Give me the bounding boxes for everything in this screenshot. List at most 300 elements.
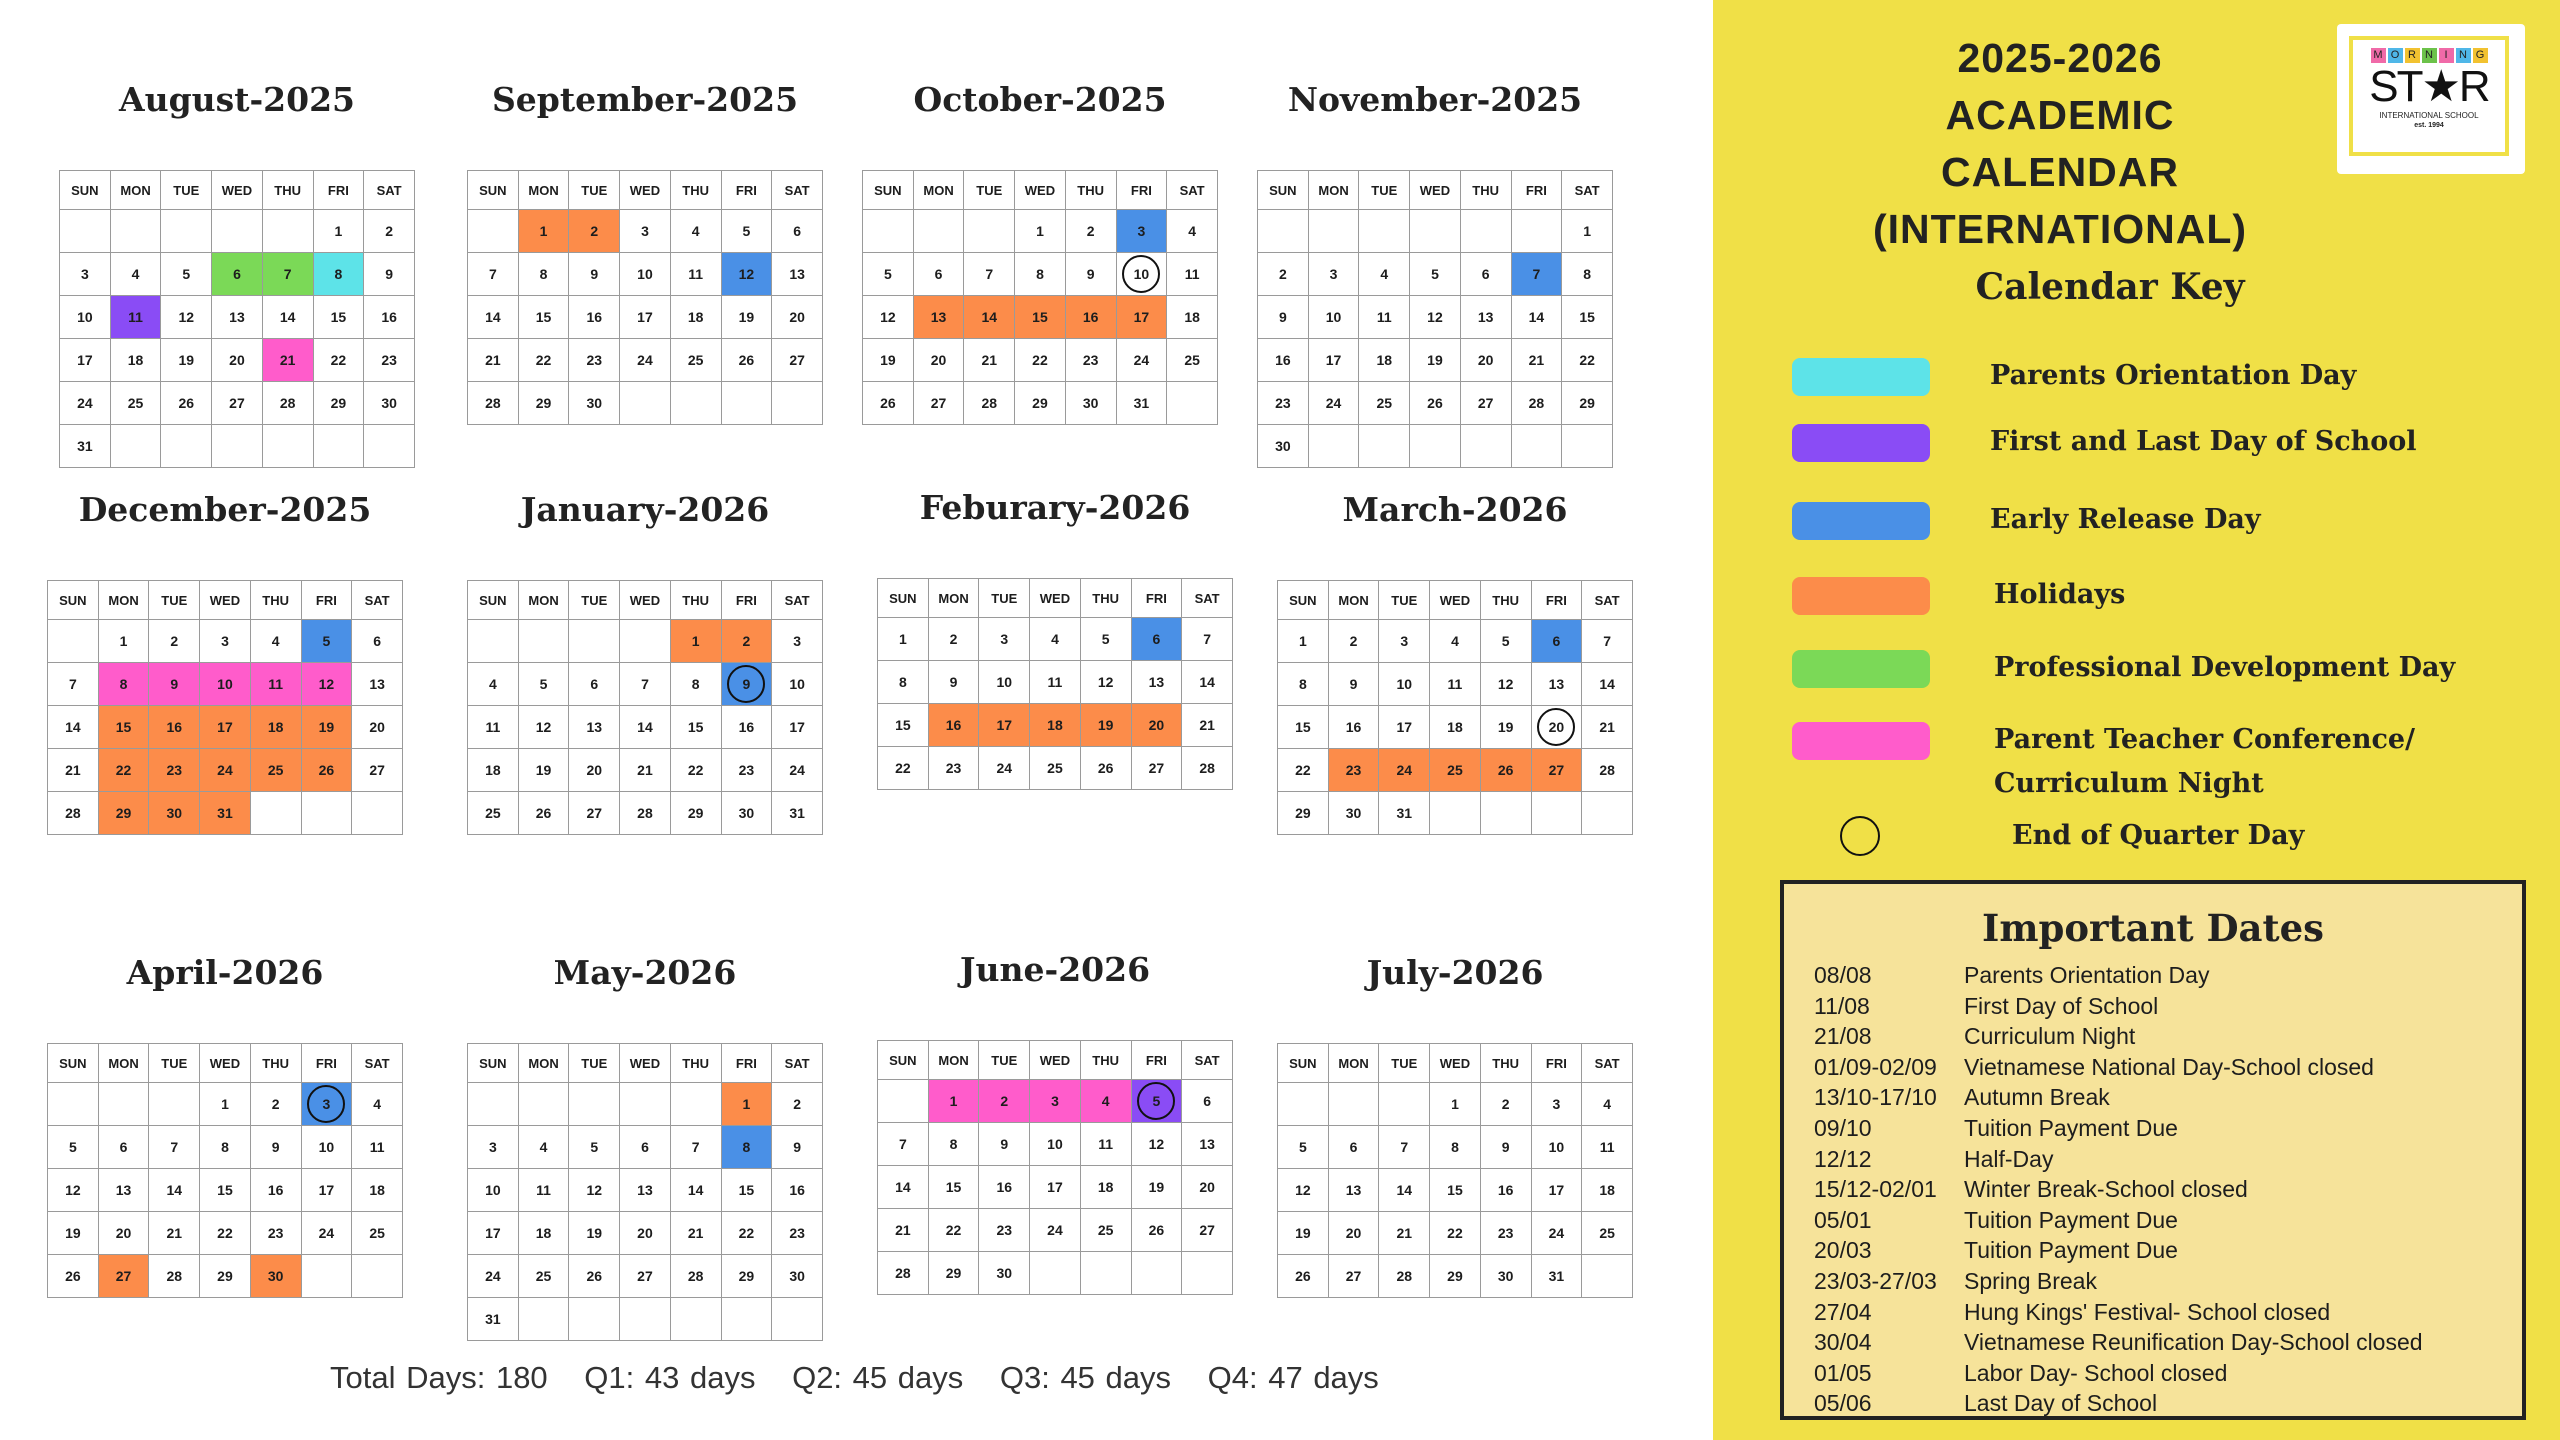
day-cell: 12: [161, 296, 212, 339]
day-cell: 10: [301, 1126, 352, 1169]
day-cell: 10: [1531, 1126, 1582, 1169]
day-cell: 10: [60, 296, 111, 339]
day-cell: 12: [721, 253, 772, 296]
weekday-header: THU: [1065, 171, 1116, 210]
weekday-header: SUN: [1278, 581, 1329, 620]
day-cell: 25: [1167, 339, 1218, 382]
day-cell: 27: [352, 749, 403, 792]
empty-cell: [1582, 1255, 1633, 1298]
empty-cell: [313, 425, 364, 468]
day-cell: 19: [1131, 1166, 1182, 1209]
empty-cell: [149, 1083, 200, 1126]
day-cell: 7: [878, 1123, 929, 1166]
title-line: CALENDAR: [1940, 149, 2180, 195]
day-cell: 22: [518, 339, 569, 382]
day-cell: 6: [1531, 620, 1582, 663]
day-cell: 11: [1080, 1123, 1131, 1166]
day-cell: 6: [620, 1126, 671, 1169]
month-grid: [467, 580, 823, 835]
day-cell: 17: [979, 704, 1030, 747]
day-cell: 2: [772, 1083, 823, 1126]
day-cell: 8: [1430, 1126, 1481, 1169]
date-value: 21/08: [1814, 1023, 1872, 1050]
day-cell: 20: [352, 706, 403, 749]
day-cell: 20: [772, 296, 823, 339]
day-cell: 10: [1030, 1123, 1081, 1166]
weekday-header: MON: [928, 579, 979, 618]
day-cell: 3: [979, 618, 1030, 661]
weekday-header: SAT: [352, 581, 403, 620]
weekday-header: WED: [620, 171, 671, 210]
day-cell: 16: [1328, 706, 1379, 749]
empty-cell: [1460, 425, 1511, 468]
weekday-header: TUE: [979, 579, 1030, 618]
day-cell: 6: [772, 210, 823, 253]
day-cell: 24: [301, 1212, 352, 1255]
day-cell: 8: [1562, 253, 1613, 296]
day-cell: 1: [313, 210, 364, 253]
day-cell: 24: [772, 749, 823, 792]
month-calendar: [1275, 480, 1635, 835]
weekday-header: THU: [1080, 1041, 1131, 1080]
month-title: March-2026: [1342, 490, 1568, 529]
day-cell: 1: [518, 210, 569, 253]
day-cell: 7: [670, 1126, 721, 1169]
key-label-text: Parents Orientation Day: [1990, 360, 2357, 391]
weekday-header: SAT: [352, 1044, 403, 1083]
day-cell: 20: [1182, 1166, 1233, 1209]
totals-line: [330, 1360, 1405, 1396]
empty-cell: [110, 210, 161, 253]
day-cell: 23: [364, 339, 415, 382]
day-cell: 9: [772, 1126, 823, 1169]
empty-cell: [878, 1080, 929, 1123]
day-cell: 3: [60, 253, 111, 296]
date-value: 01/05: [1814, 1359, 1872, 1386]
day-cell: 22: [313, 339, 364, 382]
weekday-header: WED: [620, 581, 671, 620]
empty-cell: [1379, 1083, 1430, 1126]
important-date-row: [1814, 1176, 2248, 1203]
month-calendar: [57, 70, 417, 468]
day-cell: 30: [1258, 425, 1309, 468]
empty-cell: [964, 210, 1015, 253]
day-cell: 23: [1480, 1212, 1531, 1255]
day-cell: 14: [878, 1166, 929, 1209]
month-calendar: [465, 70, 825, 425]
day-cell: 13: [1531, 663, 1582, 706]
day-cell: 8: [200, 1126, 251, 1169]
important-date-row: [1814, 1329, 2423, 1356]
key-label: [2012, 814, 2304, 858]
month-grid: [877, 578, 1233, 790]
day-cell: 18: [670, 296, 721, 339]
school-logo: [2337, 24, 2525, 174]
weekday-header: SAT: [1182, 579, 1233, 618]
day-cell: 14: [620, 706, 671, 749]
day-cell: 5: [863, 253, 914, 296]
day-cell: 26: [1080, 747, 1131, 790]
day-cell: 12: [1278, 1169, 1329, 1212]
day-cell: 18: [1167, 296, 1218, 339]
day-cell: 13: [772, 253, 823, 296]
weekday-header: MON: [110, 171, 161, 210]
empty-cell: [352, 1255, 403, 1298]
weekday-header: FRI: [1131, 579, 1182, 618]
day-cell: 25: [250, 749, 301, 792]
weekday-header: TUE: [1359, 171, 1410, 210]
day-cell: 24: [1030, 1209, 1081, 1252]
day-cell: 2: [1480, 1083, 1531, 1126]
day-cell: 29: [1430, 1255, 1481, 1298]
important-dates-title: Important Dates: [1982, 906, 2324, 950]
day-cell: 31: [1116, 382, 1167, 425]
weekday-header: TUE: [1379, 1044, 1430, 1083]
end-of-quarter-ring: 3: [307, 1085, 345, 1123]
day-cell: 21: [878, 1209, 929, 1252]
day-cell: 24: [1379, 749, 1430, 792]
day-cell: 14: [670, 1169, 721, 1212]
weekday-header: MON: [1328, 1044, 1379, 1083]
day-cell: 6: [913, 253, 964, 296]
day-cell: 17: [1116, 296, 1167, 339]
day-cell: 15: [313, 296, 364, 339]
day-cell: 16: [364, 296, 415, 339]
day-cell: 13: [620, 1169, 671, 1212]
day-cell: 24: [468, 1255, 519, 1298]
weekday-header: SUN: [60, 171, 111, 210]
day-cell: 3: [620, 210, 671, 253]
weekday-header: MON: [518, 1044, 569, 1083]
month-title: Feburary-2026: [919, 488, 1191, 527]
day-cell: 9: [1065, 253, 1116, 296]
date-value: 13/10-17/10: [1814, 1084, 1937, 1111]
day-cell: 20: [1328, 1212, 1379, 1255]
date-event: Tuition Payment Due: [1964, 1237, 2178, 1264]
day-cell: 4: [1430, 620, 1481, 663]
weekday-header: MON: [928, 1041, 979, 1080]
day-cell: 21: [262, 339, 313, 382]
day-cell: 27: [772, 339, 823, 382]
day-cell: 16: [772, 1169, 823, 1212]
day-cell: 13: [1460, 296, 1511, 339]
date-value: 05/06: [1814, 1390, 1872, 1417]
day-cell: 8: [928, 1123, 979, 1166]
month-grid: [877, 1040, 1233, 1295]
date-event: Labor Day- School closed: [1964, 1359, 2228, 1386]
title-line: 2025-2026: [1957, 35, 2163, 81]
day-cell: 9: [928, 661, 979, 704]
day-cell: 29: [518, 382, 569, 425]
day-cell: 16: [1480, 1169, 1531, 1212]
day-cell: 29: [928, 1252, 979, 1295]
empty-cell: [620, 1083, 671, 1126]
day-cell: 28: [1182, 747, 1233, 790]
day-cell: 15: [200, 1169, 251, 1212]
day-cell: 24: [200, 749, 251, 792]
title-line: (INTERNATIONAL): [1872, 206, 2248, 252]
day-cell: 16: [721, 706, 772, 749]
weekday-header: SAT: [772, 1044, 823, 1083]
empty-cell: [670, 1298, 721, 1341]
day-cell: 12: [518, 706, 569, 749]
day-cell: 2: [1328, 620, 1379, 663]
day-cell: 22: [1430, 1212, 1481, 1255]
day-cell: 9: [149, 663, 200, 706]
weekday-header: SUN: [878, 1041, 929, 1080]
day-cell: 14: [262, 296, 313, 339]
day-cell: 25: [518, 1255, 569, 1298]
day-cell: 28: [262, 382, 313, 425]
date-value: 20/03: [1814, 1237, 1872, 1264]
page-title: [1840, 30, 2280, 258]
day-cell: [1116, 253, 1167, 296]
day-cell: 27: [1131, 747, 1182, 790]
weekday-header: MON: [98, 1044, 149, 1083]
day-cell: 27: [1531, 749, 1582, 792]
day-cell: 4: [1080, 1080, 1131, 1123]
day-cell: 5: [301, 620, 352, 663]
logo-letter: N: [2422, 48, 2437, 63]
day-cell: 18: [250, 706, 301, 749]
empty-cell: [569, 1083, 620, 1126]
empty-cell: [670, 382, 721, 425]
day-cell: 24: [620, 339, 671, 382]
empty-cell: [48, 620, 99, 663]
date-event: Tuition Payment Due: [1964, 1115, 2178, 1141]
day-cell: 3: [1116, 210, 1167, 253]
day-cell: 18: [518, 1212, 569, 1255]
day-cell: 25: [670, 339, 721, 382]
empty-cell: [161, 210, 212, 253]
day-cell: 5: [48, 1126, 99, 1169]
day-cell: 18: [1582, 1169, 1633, 1212]
day-cell: 4: [670, 210, 721, 253]
logo-word: ST★R: [2369, 62, 2489, 111]
day-cell: 11: [518, 1169, 569, 1212]
key-label: [1994, 646, 2455, 690]
day-cell: 23: [772, 1212, 823, 1255]
day-cell: 22: [928, 1209, 979, 1252]
day-cell: 20: [1460, 339, 1511, 382]
day-cell: 2: [364, 210, 415, 253]
day-cell: 23: [721, 749, 772, 792]
day-cell: 7: [1582, 620, 1633, 663]
day-cell: 31: [60, 425, 111, 468]
weekday-header: MON: [1308, 171, 1359, 210]
day-cell: 1: [1278, 620, 1329, 663]
weekday-header: THU: [670, 581, 721, 620]
important-dates-box: [1780, 880, 2526, 1420]
day-cell: 27: [620, 1255, 671, 1298]
weekday-header: TUE: [569, 581, 620, 620]
month-calendar: [875, 478, 1235, 790]
day-cell: 19: [301, 706, 352, 749]
logo-letter: R: [2405, 48, 2420, 63]
day-cell: 26: [518, 792, 569, 835]
day-cell: 14: [1379, 1169, 1430, 1212]
day-cell: 9: [979, 1123, 1030, 1166]
weekday-header: FRI: [313, 171, 364, 210]
weekday-header: TUE: [161, 171, 212, 210]
month-title: June-2026: [959, 950, 1151, 989]
end-of-quarter-ring: 20: [1537, 708, 1575, 746]
day-cell: 6: [1328, 1126, 1379, 1169]
day-cell: 9: [250, 1126, 301, 1169]
day-cell: 27: [98, 1255, 149, 1298]
empty-cell: [212, 210, 263, 253]
day-cell: 27: [913, 382, 964, 425]
empty-cell: [1511, 425, 1562, 468]
day-cell: 7: [1379, 1126, 1430, 1169]
day-cell: 30: [250, 1255, 301, 1298]
day-cell: 25: [1582, 1212, 1633, 1255]
day-cell: 10: [1379, 663, 1430, 706]
day-cell: 13: [98, 1169, 149, 1212]
day-cell: 3: [1030, 1080, 1081, 1123]
day-cell: 18: [110, 339, 161, 382]
day-cell: 2: [1258, 253, 1309, 296]
empty-cell: [1258, 210, 1309, 253]
day-cell: 15: [928, 1166, 979, 1209]
key-label-text: Parent Teacher Conference/: [1994, 724, 2415, 755]
empty-cell: [1430, 792, 1481, 835]
date-event: Vietnamese Reunification Day-School closed: [1964, 1329, 2423, 1356]
weekday-header: TUE: [964, 171, 1015, 210]
day-cell: 19: [1410, 339, 1461, 382]
weekday-header: MON: [518, 581, 569, 620]
day-cell: 26: [301, 749, 352, 792]
day-cell: 24: [1531, 1212, 1582, 1255]
day-cell: 26: [161, 382, 212, 425]
date-value: 05/01: [1814, 1206, 1872, 1233]
weekday-header: MON: [913, 171, 964, 210]
weekday-header: FRI: [1131, 1041, 1182, 1080]
empty-cell: [1080, 1252, 1131, 1295]
day-cell: 21: [620, 749, 671, 792]
day-cell: 22: [98, 749, 149, 792]
day-cell: 29: [313, 382, 364, 425]
day-cell: 29: [670, 792, 721, 835]
month-grid: [1277, 1043, 1633, 1298]
day-cell: 8: [98, 663, 149, 706]
empty-cell: [352, 792, 403, 835]
weekday-header: SUN: [468, 581, 519, 620]
day-cell: 17: [60, 339, 111, 382]
weekday-header: SUN: [878, 579, 929, 618]
day-cell: 28: [149, 1255, 200, 1298]
day-cell: 9: [1328, 663, 1379, 706]
weekday-header: WED: [200, 581, 251, 620]
weekday-header: SUN: [468, 1044, 519, 1083]
month-grid: [467, 170, 823, 425]
day-cell: 8: [518, 253, 569, 296]
day-cell: 8: [1015, 253, 1066, 296]
weekday-header: SAT: [1582, 1044, 1633, 1083]
weekday-header: WED: [1430, 581, 1481, 620]
day-cell: 5: [1278, 1126, 1329, 1169]
month-title: September-2025: [491, 80, 799, 119]
day-cell: 8: [313, 253, 364, 296]
date-value: 09/10: [1814, 1115, 1872, 1141]
day-cell: 13: [352, 663, 403, 706]
day-cell: 21: [48, 749, 99, 792]
weekday-header: TUE: [1379, 581, 1430, 620]
day-cell: 25: [110, 382, 161, 425]
day-cell: 16: [569, 296, 620, 339]
month-grid: [47, 580, 403, 835]
empty-cell: [98, 1083, 149, 1126]
weekday-header: FRI: [721, 581, 772, 620]
day-cell: 5: [569, 1126, 620, 1169]
empty-cell: [569, 1298, 620, 1341]
weekday-header: THU: [670, 171, 721, 210]
day-cell: 4: [1030, 618, 1081, 661]
day-cell: 27: [569, 792, 620, 835]
day-cell: 14: [1582, 663, 1633, 706]
day-cell: 11: [670, 253, 721, 296]
day-cell: 1: [1430, 1083, 1481, 1126]
day-cell: 16: [1065, 296, 1116, 339]
weekday-header: TUE: [569, 1044, 620, 1083]
day-cell: 12: [48, 1169, 99, 1212]
weekday-header: THU: [670, 1044, 721, 1083]
day-cell: 4: [1359, 253, 1410, 296]
day-cell: 22: [878, 747, 929, 790]
day-cell: 3: [772, 620, 823, 663]
day-cell: 20: [1131, 704, 1182, 747]
key-label: [1994, 718, 2415, 806]
logo-letters: [2353, 48, 2505, 63]
weekday-header: SUN: [48, 581, 99, 620]
day-cell: 28: [964, 382, 1015, 425]
day-cell: 17: [1308, 339, 1359, 382]
day-cell: 2: [149, 620, 200, 663]
month-grid: [1257, 170, 1613, 468]
day-cell: 13: [1328, 1169, 1379, 1212]
day-cell: 18: [1430, 706, 1481, 749]
weekday-header: THU: [1080, 579, 1131, 618]
day-cell: 29: [721, 1255, 772, 1298]
day-cell: 26: [1410, 382, 1461, 425]
weekday-header: FRI: [721, 1044, 772, 1083]
day-cell: 29: [1015, 382, 1066, 425]
important-date-row: [1814, 1084, 2110, 1111]
date-event: Autumn Break: [1964, 1084, 2110, 1111]
logo-subtitle: INTERNATIONAL SCHOOL: [2379, 111, 2479, 120]
day-cell: 20: [212, 339, 263, 382]
q1-days: Q1: 43 days: [584, 1360, 756, 1395]
empty-cell: [620, 1298, 671, 1341]
day-cell: 12: [1410, 296, 1461, 339]
day-cell: 12: [863, 296, 914, 339]
day-cell: 15: [518, 296, 569, 339]
month-calendar: [875, 940, 1235, 1295]
day-cell: 11: [250, 663, 301, 706]
day-cell: 17: [200, 706, 251, 749]
month-grid: [467, 1043, 823, 1341]
day-cell: 30: [1328, 792, 1379, 835]
month-calendar: [860, 70, 1220, 425]
day-cell: 25: [1430, 749, 1481, 792]
day-cell: 10: [468, 1169, 519, 1212]
day-cell: 6: [352, 620, 403, 663]
weekday-header: WED: [1430, 1044, 1481, 1083]
weekday-header: WED: [1015, 171, 1066, 210]
weekday-header: WED: [1030, 1041, 1081, 1080]
weekday-header: SUN: [468, 171, 519, 210]
important-date-row: [1814, 1360, 2227, 1387]
